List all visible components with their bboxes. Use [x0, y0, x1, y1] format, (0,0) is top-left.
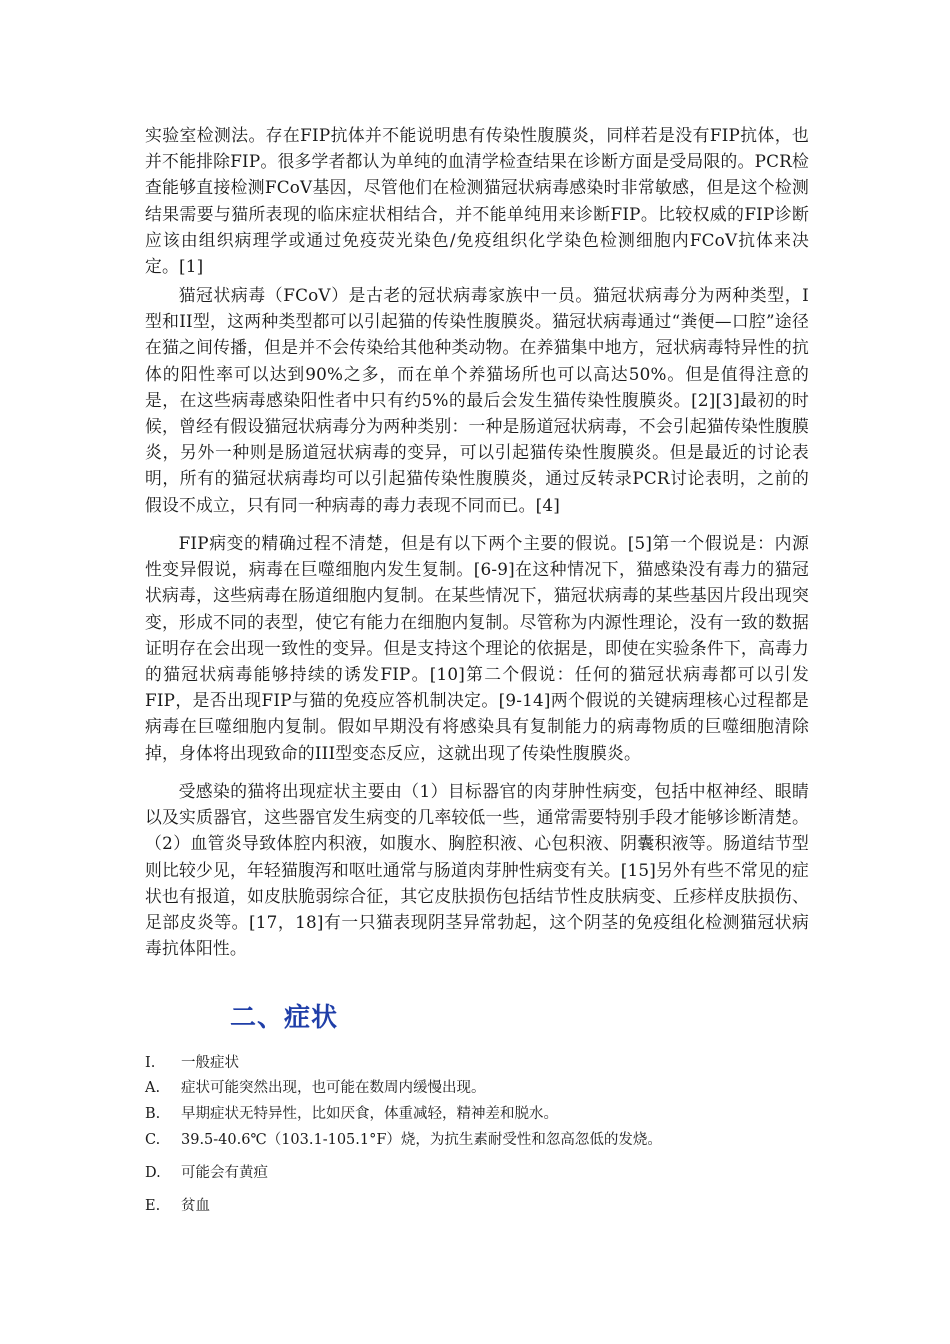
list-marker: A.	[145, 1080, 161, 1096]
list-marker: B.	[145, 1106, 161, 1122]
list-item-text: 39.5-40.6℃（103.1-105.1°F）烧，为抗生素耐受性和忽高忽低的发烧。	[181, 1132, 662, 1148]
list-marker: D.	[145, 1165, 161, 1181]
list-marker: C.	[145, 1132, 161, 1148]
list-marker: Ⅰ.	[145, 1055, 156, 1071]
list-item	[145, 1103, 809, 1125]
list-item-text: 症状可能突然出现，也可能在数周内缓慢出现。	[181, 1080, 486, 1096]
list-item	[145, 1162, 809, 1184]
list-item-text: 可能会有黄疸	[181, 1165, 268, 1181]
paragraph-infection-symptoms: 受感染的猫将出现症状主要由（1）目标器官的肉芽肿性病变，包括中枢神经、眼睛以及实质器官，这些器官发生病变的几率较低一些，通常需要特别手段才能够诊断清楚。（2）血管炎导致体腔内积液，如腹水、胸腔积液、心包积液、阴囊积液等。肠道结节型则比较少见，年轻猫腹泻和呕吐通常与肠道肉芽肿性病变有关。[15]另外有些不常见的症状也有报道，如皮肤脆弱综合征，其它皮肤损伤包括结节性皮肤病变、丘疹样皮肤损伤、足部皮炎等。[17，18]有一只猫表现阴茎异常勃起，这个阴茎的免疫组化检测猫冠状病毒抗体阳性。	[145, 781, 809, 959]
list-item-text: 贫血	[181, 1198, 210, 1214]
paragraph-lab-detection: 实验室检测法。存在FIP抗体并不能说明患有传染性腹膜炎，同样若是没有FIP抗体，也并不能排除FIP。很多学者都认为单纯的血清学检查结果在诊断方面是受局限的。PCR检查能够直接检测FCoV基因，尽管他们在检测猫冠状病毒感染时非常敏感，但是这个检测结果需要与猫所表现的临床症状相结合，并不能单纯用来诊断FIP。比较权威的FIP诊断应该由组织病理学或通过免疫荧光染色/免疫组织化学染色检测细胞内FCoV抗体来决定。[1]	[145, 125, 809, 277]
list-item-text: 早期症状无特异性，比如厌食，体重减轻，精神差和脱水。	[181, 1106, 558, 1122]
list-item	[145, 1077, 809, 1099]
list-item	[145, 1052, 809, 1074]
list-item-text: 一般症状	[181, 1055, 239, 1071]
paragraph-fip-hypotheses: FIP病变的精确过程不清楚，但是有以下两个主要的假说。[5]第一个假说是：内源性变异假说，病毒在巨噬细胞内发生复制。[6-9]在这种情况下，猫感染没有毒力的猫冠状病毒，这些病毒在肠道细胞内复制。在某些情况下，猫冠状病毒的某些基因片段出现突变，形成不同的表型，使它有能力在细胞内复制。尽管称为内源性理论，没有一致的数据证明存在会出现一致性的变异。但是支持这个理论的依据是，即使在实验条件下，高毒力的猫冠状病毒能够持续的诱发FIP。[10]第二个假说：任何的猫冠状病毒都可以引发FIP，是否出现FIP与猫的免疫应答机制决定。[9-14]两个假说的关键病理核心过程都是病毒在巨噬细胞内复制。假如早期没有将感染具有复制能力的病毒物质的巨噬细胞清除掉，身体将出现致命的III型变态反应，这就出现了传染性腹膜炎。	[145, 533, 809, 763]
section-heading-symptoms: 二、症状	[230, 1003, 339, 1033]
list-item	[145, 1195, 809, 1217]
list-marker: E.	[145, 1198, 161, 1214]
paragraph-fcov-types: 猫冠状病毒（FCoV）是古老的冠状病毒家族中一员。猫冠状病毒分为两种类型，I型和II型，这两种类型都可以引起猫的传染性腹膜炎。猫冠状病毒通过“粪便—口腔”途径在猫之间传播，但是并不会传染给其他种类动物。在养猫集中地方，冠状病毒特异性的抗体的阳性率可以达到90%之多，而在单个养猫场所也可以高达50%。但是值得注意的是，在这些病毒感染阳性者中只有约5%的最后会发生猫传染性腹膜炎。[2][3]最初的时候，曾经有假设猫冠状病毒分为两种类别：一种是肠道冠状病毒，不会引起猫传染性腹膜炎，另外一种则是肠道冠状病毒的变异，可以引起猫传染性腹膜炎。但是最近的讨论表明，所有的猫冠状病毒均可以引起猫传染性腹膜炎，通过反转录PCR讨论表明，之前的假设不成立，只有同一种病毒的毒力表现不同而已。[4]	[145, 285, 809, 515]
list-item	[145, 1129, 809, 1151]
symptom-list	[145, 1052, 809, 1217]
